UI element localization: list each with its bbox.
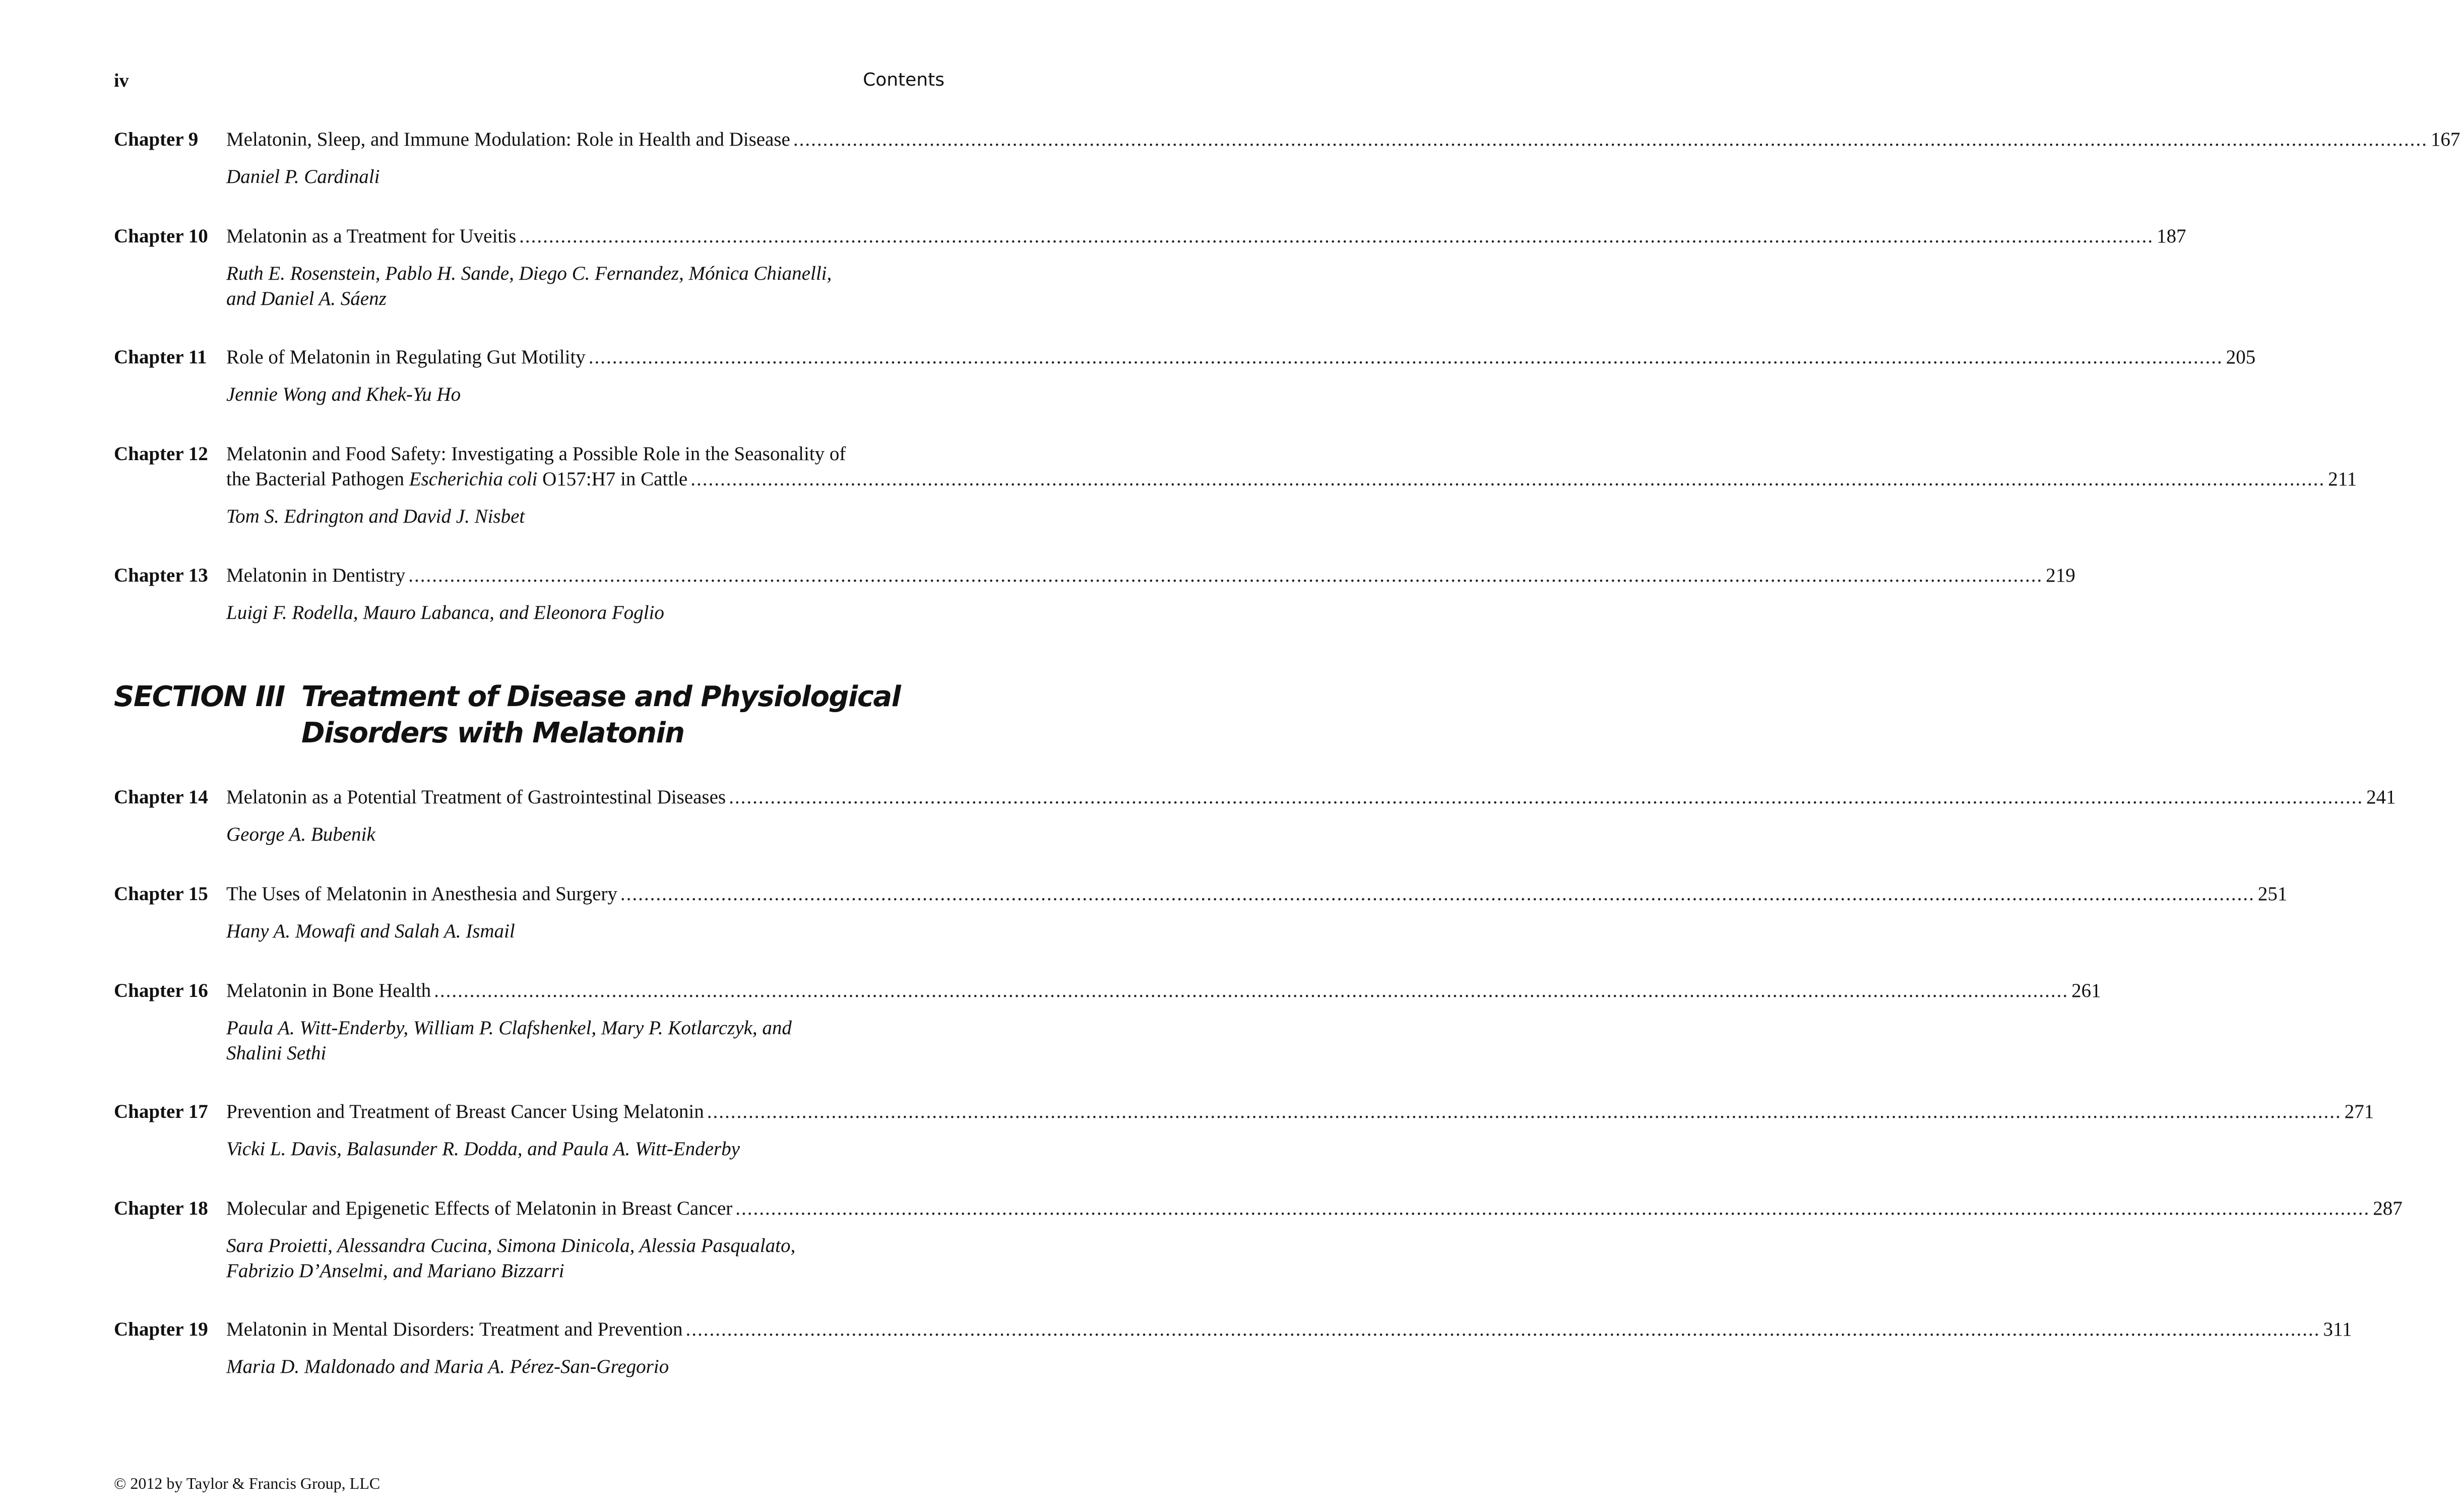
chapter-label: Chapter 16 [114,980,208,1001]
page-number: iv [114,70,129,91]
title-text: O157:H7 in Cattle [537,468,688,490]
chapter-authors [226,822,881,847]
chapter-title-row[interactable] [226,127,2460,152]
running-head [114,70,944,98]
copyright-footer: © 2012 by Taylor & Francis Group, LLC [114,1474,381,1492]
chapter-label: Chapter 14 [114,786,208,808]
dot-leader: .................................................................................................................................................................................................................................................................................... [620,883,2255,905]
page-reference: 211 [2328,468,2357,490]
dot-leader: .................................................................................................................................................................................................................................................................................... [588,346,2223,368]
chapter-label: Chapter 17 [114,1101,208,1122]
chapter-authors [226,164,881,190]
chapter-title-row[interactable] [226,467,2357,492]
page-reference: 311 [2323,1318,2352,1340]
author-line: Daniel P. Cardinali [226,166,380,187]
chapter-title: Melatonin as a Potential Treatment of Gastrointestinal Diseases [226,786,726,808]
author-line: George A. Bubenik [226,824,375,845]
chapter-title-row[interactable] [226,563,2075,588]
chapter-title: Melatonin in Mental Disorders: Treatment and Prevention [226,1318,683,1340]
chapter-title-row[interactable] [226,345,2256,370]
dot-leader: .................................................................................................................................................................................................................................................................................... [434,980,2069,1001]
dot-leader: .................................................................................................................................................................................................................................................................................... [685,1318,2320,1340]
author-line: Shalini Sethi [226,1042,327,1064]
chapter-title: Melatonin in Bone Health [226,980,431,1001]
chapter-title-row[interactable] [226,1196,2403,1221]
page-reference: 261 [2071,980,2101,1001]
chapter-title-line-2 [226,467,687,492]
title-text: the Bacterial Pathogen [226,468,409,490]
chapter-label: Chapter 15 [114,883,208,905]
chapter-authors [226,382,881,407]
dot-leader: .................................................................................................................................................................................................................................................................................... [729,786,2364,808]
chapter-title-line-1[interactable]: Melatonin and Food Safety: Investigating a Possible Role in the Seasonality of [226,443,846,465]
chapter-authors [226,600,881,625]
chapter-label: Chapter 11 [114,346,207,368]
page-reference: 167 [2430,129,2460,150]
section-title-line: Treatment of Disease and Physiological [301,680,901,713]
author-line: Fabrizio D’Anselmi, and Mariano Bizzarri [226,1260,564,1282]
author-line: Tom S. Edrington and David J. Nisbet [226,506,525,527]
author-line: Hany A. Mowafi and Salah A. Ismail [226,920,515,942]
section-heading [114,679,944,754]
page-reference: 287 [2373,1198,2403,1219]
dot-leader: .................................................................................................................................................................................................................................................................................... [690,468,2325,490]
dot-leader: .................................................................................................................................................................................................................................................................................... [793,129,2428,150]
author-line: Paula A. Witt-Enderby, William P. Clafshenkel, Mary P. Kotlarczyk, and [226,1017,792,1039]
chapter-label: Chapter 13 [114,564,208,586]
chapter-title: Melatonin, Sleep, and Immune Modulation: Role in Health and Disease [226,129,790,150]
chapter-title-row[interactable] [226,1099,2374,1124]
page-reference: 219 [2046,564,2075,586]
chapter-label: Chapter 12 [114,443,208,465]
chapter-title: Melatonin in Dentistry [226,564,406,586]
author-line: Ruth E. Rosenstein, Pablo H. Sande, Diego C. Fernandez, Mónica Chianelli, [226,263,832,284]
running-title: Contents [863,70,944,90]
chapter-label: Chapter 19 [114,1318,208,1340]
author-line: Jennie Wong and Khek-Yu Ho [226,384,461,405]
section-label: SECTION III [114,680,285,713]
author-line: Sara Proietti, Alessandra Cucina, Simona Dinicola, Alessia Pasqualato, [226,1235,796,1256]
dot-leader: .................................................................................................................................................................................................................................................................................... [408,564,2043,586]
chapter-label: Chapter 10 [114,225,208,247]
dot-leader: .................................................................................................................................................................................................................................................................................... [735,1198,2370,1219]
chapter-title-row[interactable] [226,881,2288,907]
section-title-line: Disorders with Melatonin [301,717,684,749]
chapter-title-row[interactable] [226,978,2101,1003]
chapter-title: Molecular and Epigenetic Effects of Melatonin in Breast Cancer [226,1198,733,1219]
page-reference: 205 [2226,346,2256,368]
chapter-title: Role of Melatonin in Regulating Gut Motility [226,346,586,368]
species-name: Escherichia coli [409,468,538,490]
chapter-title: Prevention and Treatment of Breast Cancer Using Melatonin [226,1101,704,1122]
chapter-authors [226,1233,881,1284]
chapter-authors [226,1137,881,1162]
author-line: Maria D. Maldonado and Maria A. Pérez-San-Gregorio [226,1356,669,1377]
chapter-authors [226,919,881,944]
dot-leader: .................................................................................................................................................................................................................................................................................... [707,1101,2342,1122]
page-reference: 187 [2157,225,2186,247]
page-reference: 271 [2344,1101,2374,1122]
chapter-authors [226,504,881,529]
chapter-label: Chapter 9 [114,129,199,150]
author-line: Vicki L. Davis, Balasunder R. Dodda, and Paula A. Witt-Enderby [226,1138,740,1160]
chapter-title-row[interactable] [226,224,2186,249]
page-reference: 241 [2366,786,2396,808]
dot-leader: .................................................................................................................................................................................................................................................................................... [519,225,2154,247]
author-line: Luigi F. Rodella, Mauro Labanca, and Eleonora Foglio [226,602,664,623]
chapter-authors [226,261,881,311]
chapter-title-row[interactable] [226,1317,2352,1342]
author-line: and Daniel A. Sáenz [226,288,387,309]
page-reference: 251 [2257,883,2288,905]
chapter-title-row[interactable] [226,785,2396,810]
chapter-authors [226,1354,881,1379]
chapter-title: Melatonin as a Treatment for Uveitis [226,225,517,247]
chapter-authors [226,1016,881,1066]
section-title [301,679,900,751]
chapter-title: The Uses of Melatonin in Anesthesia and Surgery [226,883,617,905]
chapter-label: Chapter 18 [114,1198,208,1219]
